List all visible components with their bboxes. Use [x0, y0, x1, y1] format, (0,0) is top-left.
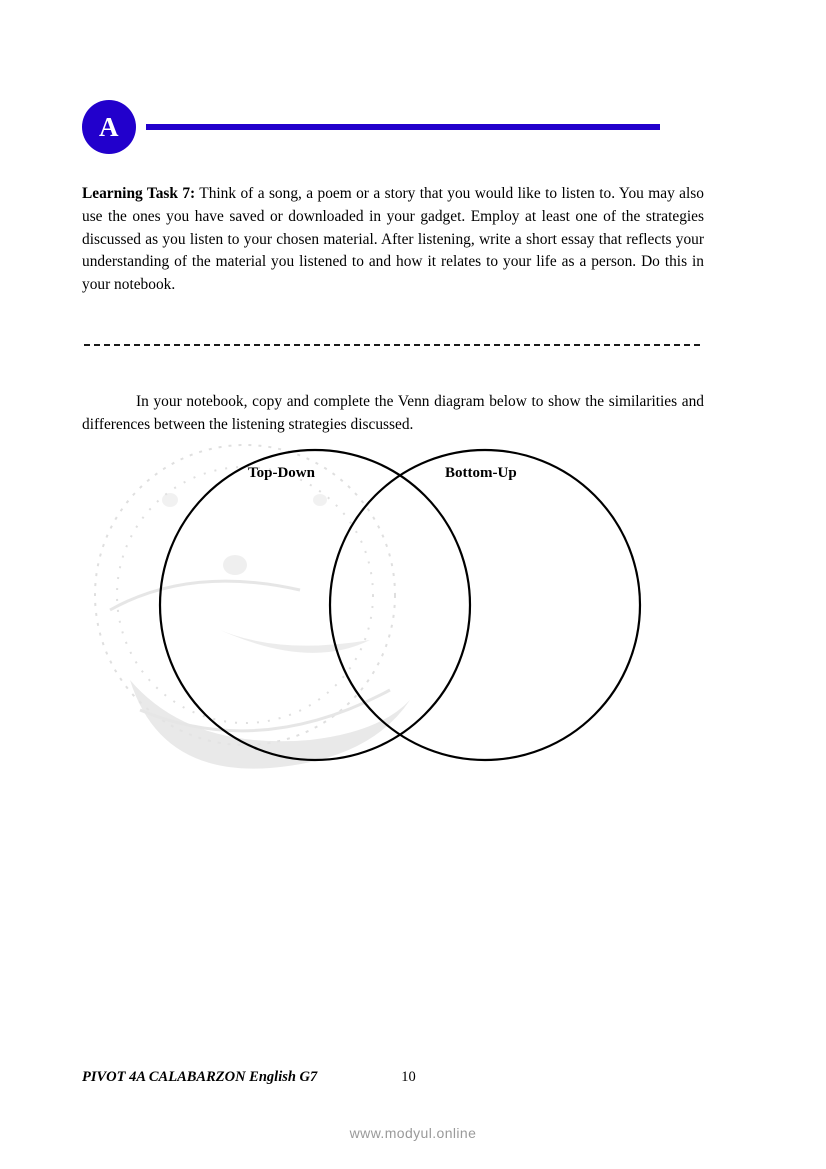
venn-circle-right — [330, 450, 640, 760]
page-footer — [82, 1069, 704, 1086]
venn-diagram — [130, 420, 670, 790]
learning-task-paragraph — [82, 183, 704, 296]
section-header — [82, 100, 662, 154]
footer-source: PIVOT 4A CALABARZON English G7 — [82, 1069, 318, 1085]
venn-circle-left — [160, 450, 470, 760]
dashed-divider — [84, 344, 700, 346]
site-credit: www.modyul.online — [349, 1125, 477, 1141]
venn-label-right: Bottom-Up — [445, 465, 517, 481]
learning-task-text: Think of a song, a poem or a story that you would like to listen to. You may also use the ones you have saved or downloaded in your gadget. Employ at least one of the strategies discussed as you listen to your chosen material. After listening, write a short essay that reflects your understanding of the material you listened to and how it relates to your life as a person. Do this in your notebook. — [82, 185, 704, 293]
learning-task-label: Learning Task 7: — [82, 185, 196, 203]
section-badge: A — [82, 100, 136, 154]
section-rule — [146, 124, 660, 130]
footer-page-number: 10 — [401, 1069, 416, 1085]
venn-instruction: In your notebook, copy and complete the Venn diagram below to show the similarities and differences between the listening strategies discussed. — [82, 393, 704, 434]
venn-circles — [130, 420, 670, 790]
venn-label-left: Top-Down — [248, 465, 315, 481]
